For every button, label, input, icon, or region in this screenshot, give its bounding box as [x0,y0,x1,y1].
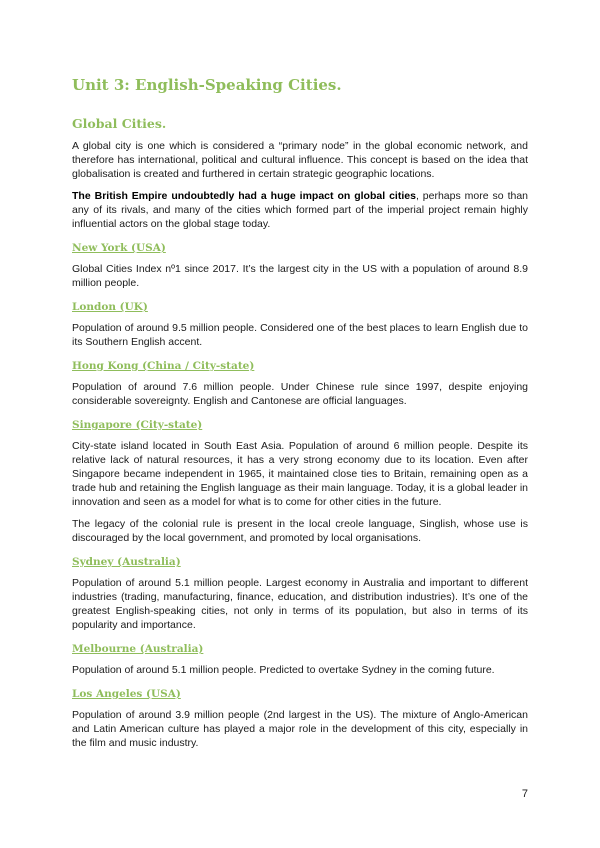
section-title-global-cities: Global Cities. [72,116,167,131]
intro-paragraph-2-rest: , perhaps more so than any of its rivals, and many of the cities which formed part of the imperial project remain highly influential actors on the global stage today. [72,190,529,230]
city-heading-los-angeles: Los Angeles (USA) [72,688,181,700]
city-heading-melbourne: Melbourne (Australia) [72,643,204,655]
city-text-sydney: Population of around 5.1 million people. Largest economy in Australia and important to different industries (trading, manufacturing, finance, education, and distribution industries). It’s one of the greatest English-speaking cities, not only in terms of its population, but also in terms of its popularity and importance. [72,577,528,631]
page-number: 7 [521,788,528,800]
city-text-new-york: Global Cities Index nº1 since 2017. It’s the largest city in the US with a population of around 8.9 million people. [72,263,528,289]
city-heading-new-york: New York (USA) [72,242,166,254]
intro-paragraph-1: A global city is one which is considered a “primary node” in the global economic network, and therefore has international, political and cultural influence. This concept is based on the idea that globalisation is created and furthered in certain strategic geographic locations. [72,140,528,180]
city-text-hong-kong: Population of around 7.6 million people. Under Chinese rule since 1997, despite enjoying considerable sovereignty. English and Cantonese are official languages. [72,381,528,407]
intro-bold-statement: The British Empire undoubtedly had a huge impact on global cities [72,190,416,202]
city-text-london: Population of around 9.5 million people. Considered one of the best places to learn English due to its Southern English accent. [72,322,528,348]
city-text-los-angeles: Population of around 3.9 million people (2nd largest in the US). The mixture of Anglo-American and Latin American culture has played a major role in the development of this city, especially in the film and music industry. [72,709,528,749]
city-text-singapore-2: The legacy of the colonial rule is present in the local creole language, Singlish, whose use is discouraged by the local government, and promoted by local organisations. [72,518,528,544]
unit-title: Unit 3: English-Speaking Cities. [72,76,342,94]
city-text-melbourne: Population of around 5.1 million people. Predicted to overtake Sydney in the coming future. [72,664,495,676]
city-heading-sydney: Sydney (Australia) [72,556,181,568]
city-text-singapore-1: City-state island located in South East Asia. Population of around 6 million people. Despite its relative lack of natural resources, it has a very strong economy due to its location. Even after Singapore became independent in 1965, it maintained close ties to Britain, remaining open as a trade hub and retaining the English language as their main language. Today, it is a global leader in innovation and seen as a model for what is to come for other cities in the future. [72,440,528,508]
city-heading-london: London (UK) [72,301,148,313]
intro-paragraph-2 [72,189,528,231]
city-heading-hong-kong: Hong Kong (China / City-state) [72,360,255,372]
city-heading-singapore: Singapore (City-state) [72,419,203,431]
